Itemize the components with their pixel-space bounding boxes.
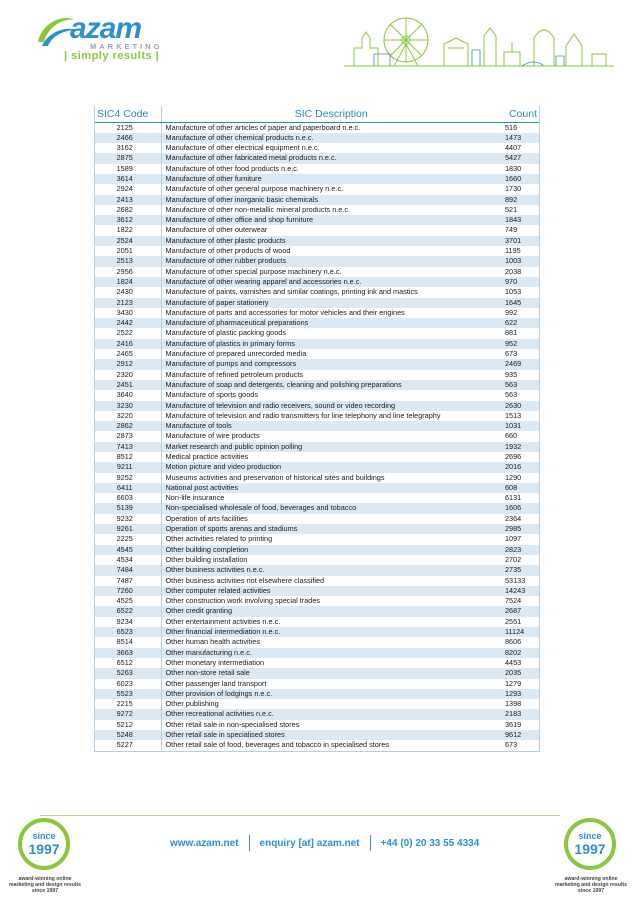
table-row xyxy=(95,298,539,308)
sic-code-cell: 1822 xyxy=(95,225,161,235)
sic-code-cell: 2125 xyxy=(95,122,161,133)
count-cell: 563 xyxy=(501,380,539,390)
count-cell: 2016 xyxy=(501,462,539,472)
sic-code-cell: 3162 xyxy=(95,143,161,153)
count-cell: 9612 xyxy=(501,730,539,740)
count-cell: 2551 xyxy=(505,616,522,626)
sic-code-cell: 9272 xyxy=(95,709,161,719)
count-cell: 1195 xyxy=(505,246,521,256)
sic-description-cell: Manufacture of other fabricated metal products n.e.c. xyxy=(161,153,501,163)
count-cell: 1932 xyxy=(501,442,539,452)
sic-description-cell: Other construction work involving special trades xyxy=(165,596,321,606)
count-cell: 1513 xyxy=(505,410,522,420)
table-row xyxy=(95,246,539,256)
table-row xyxy=(95,668,539,678)
count-cell: 14243 xyxy=(501,586,539,596)
badge-since: since xyxy=(578,831,602,841)
logo-wordmark: azam xyxy=(70,12,142,45)
sic-description-cell: Manufacture of other plastic products xyxy=(161,236,501,246)
table-row xyxy=(95,256,539,266)
table-row xyxy=(95,267,539,277)
table-row xyxy=(95,442,539,452)
table-row xyxy=(95,565,539,575)
count-cell: 749 xyxy=(505,225,518,235)
sic-code-cell: 6512 xyxy=(95,658,161,668)
sic-description-cell: Other credit granting xyxy=(161,606,501,616)
sic-description-cell: Other retail sale in specialised stores xyxy=(161,730,501,740)
sic-code-cell: 8514 xyxy=(95,637,161,647)
sic-code-cell: 2862 xyxy=(95,421,161,431)
sic-description-cell: Manufacture of paper stationery xyxy=(161,298,501,308)
sic-description-cell: Other non-store retail sale xyxy=(161,668,501,678)
sic-description-cell: National post activities xyxy=(161,483,501,493)
count-cell: 2038 xyxy=(505,266,522,276)
table-row xyxy=(95,205,539,215)
sic-code-cell: 4525 xyxy=(95,596,161,606)
sic-description-cell: Manufacture of pumps and compressors xyxy=(161,359,501,369)
count-cell: 2183 xyxy=(501,709,539,719)
count-cell: 1830 xyxy=(505,163,522,173)
count-cell: 563 xyxy=(505,390,518,400)
sic-code-cell: 6411 xyxy=(95,483,161,493)
sic-description-cell: Museums activities and preservation of historical sites and buildings xyxy=(165,472,385,482)
table-row xyxy=(95,503,539,513)
sic-description-cell: Market research and public opinion polling xyxy=(161,442,501,452)
sic-description-cell: Other recreational activities n.e.c. xyxy=(161,709,501,719)
table-row xyxy=(95,431,539,441)
table-row xyxy=(95,339,539,349)
sic-code-cell: 1824 xyxy=(95,277,161,287)
sic-code-cell: 3612 xyxy=(95,215,161,225)
sic-description-cell: Operation of sports arenas and stadiums xyxy=(161,524,501,534)
count-cell: 3701 xyxy=(501,236,539,246)
count-cell: 4453 xyxy=(505,657,522,667)
sic-code-cell: 6523 xyxy=(95,627,161,637)
table-row xyxy=(95,606,539,616)
table-row xyxy=(95,514,539,524)
sic-code-cell: 2123 xyxy=(95,298,161,308)
badge-year: 1997 xyxy=(28,841,60,857)
table-row xyxy=(95,555,539,565)
sic-description-cell: Other activities related to printing xyxy=(165,534,273,544)
badge-caption: award-winning online marketing and design results since 1997 xyxy=(554,876,628,895)
sic-code-cell: 8512 xyxy=(95,452,161,462)
sic-code-cell: 3640 xyxy=(95,390,161,400)
sic-code-cell: 2215 xyxy=(95,699,161,709)
count-cell: 660 xyxy=(505,431,518,441)
table-row xyxy=(95,586,539,596)
table-row xyxy=(95,637,539,647)
count-cell: 608 xyxy=(501,483,539,493)
sic-code-cell: 3430 xyxy=(95,308,161,318)
count-cell: 1606 xyxy=(501,503,539,513)
sic-code-cell: 5212 xyxy=(95,720,161,730)
header-code[interactable]: SIC4 Code xyxy=(95,106,161,122)
azam-logo[interactable] xyxy=(34,12,164,64)
sic-description-cell: Manufacture of other outerwear xyxy=(165,225,268,235)
count-cell: 2702 xyxy=(505,554,522,564)
count-cell: 2696 xyxy=(505,452,522,461)
sic-code-cell: 5139 xyxy=(95,503,161,513)
sic-description-cell: Manufacture of parts and accessories for motor vehicles and their engines xyxy=(165,307,405,317)
count-cell: 1473 xyxy=(501,133,539,143)
sic-description-cell: Manufacture of sports goods xyxy=(165,390,258,400)
count-cell: 1097 xyxy=(505,534,522,544)
sic-description-cell: Other monetary intermediation xyxy=(165,657,265,667)
sic-code-cell: 2413 xyxy=(95,195,161,205)
table-row xyxy=(95,730,539,740)
table-row xyxy=(95,483,539,493)
count-cell: 7524 xyxy=(505,596,522,606)
sic-description-cell: Manufacture of pharmaceutical preparations xyxy=(161,318,501,328)
sic-description-cell: Manufacture of other special purpose machinery n.e.c. xyxy=(165,266,342,276)
sic-description-cell: Manufacture of prepared unrecorded media xyxy=(165,349,307,359)
sic-code-cell: 3614 xyxy=(95,174,161,184)
table-row xyxy=(95,699,539,709)
badge-caption: award-winning online marketing and design results since 1997 xyxy=(8,876,82,895)
sic-code-cell: 2416 xyxy=(95,339,161,349)
sic-description-cell: Manufacture of soap and detergents, cleaning and polishing preparations xyxy=(161,380,501,390)
sic-code-cell: 4545 xyxy=(95,545,161,555)
table-row xyxy=(95,390,539,400)
count-cell: 1730 xyxy=(505,184,522,194)
sic-description-cell: Manufacture of television and radio transmitters for line telephony and line telegraphy xyxy=(165,410,441,420)
sic-description-cell: Manufacture of other electrical equipment n.e.c. xyxy=(165,143,320,153)
table-row xyxy=(95,596,539,606)
count-cell: 516 xyxy=(505,122,518,132)
sic-code-cell: 5263 xyxy=(95,668,161,678)
sic-description-cell: Manufacture of plastics in primary forms xyxy=(161,339,501,349)
count-cell: 2630 xyxy=(501,401,539,411)
sic-code-cell: 2225 xyxy=(95,534,161,544)
sic-description-cell: Other business activities not elsewhere classified xyxy=(165,575,325,585)
sic-code-cell: 3663 xyxy=(95,648,161,658)
sic-code-cell: 6023 xyxy=(95,679,161,689)
sic-description-cell: Medical practice activities xyxy=(165,452,249,461)
count-cell: 2687 xyxy=(501,606,539,616)
sic-description-cell: Manufacture of tools xyxy=(161,421,501,431)
sic-description-cell: Other provision of lodgings n.e.c. xyxy=(161,689,501,699)
count-cell: 2469 xyxy=(501,359,539,369)
table-row xyxy=(95,648,539,658)
header-count[interactable]: Count xyxy=(501,106,539,122)
table-row xyxy=(95,720,539,730)
footer-contact xyxy=(160,835,500,851)
table-row xyxy=(95,493,539,503)
sic-description-cell: Manufacture of other articles of paper and paperboard n.e.c. xyxy=(165,122,361,132)
sic-code-cell: 2051 xyxy=(95,246,161,256)
table-row xyxy=(95,545,539,555)
count-cell: 881 xyxy=(505,328,518,338)
count-cell: 952 xyxy=(501,339,539,349)
sic-description-cell: Other passenger land transport xyxy=(165,678,267,688)
sic-description-cell: Other manufacturing n.e.c. xyxy=(161,648,501,658)
sic-code-cell: 1589 xyxy=(95,164,161,174)
count-cell: 2985 xyxy=(501,524,539,534)
sic-code-cell: 5523 xyxy=(95,689,161,699)
sic-description-cell: Other building completion xyxy=(161,545,501,555)
london-skyline-icon xyxy=(344,8,614,70)
table-row xyxy=(95,215,539,225)
table-row xyxy=(95,380,539,390)
footer-email-link[interactable]: enquiry [at] azam.net xyxy=(259,837,360,849)
count-cell: 1660 xyxy=(501,174,539,184)
table-row xyxy=(95,195,539,205)
badge-circle xyxy=(18,818,70,870)
sic-code-cell: 2451 xyxy=(95,380,161,390)
sic-code-cell: 5248 xyxy=(95,730,161,740)
count-cell: 1293 xyxy=(501,689,539,699)
sic-code-cell: 3220 xyxy=(95,411,161,421)
table-row xyxy=(95,184,539,194)
sic-code-cell: 2320 xyxy=(95,370,161,380)
sic-description-cell: Manufacture of other general purpose machinery n.e.c. xyxy=(165,184,344,194)
table-row xyxy=(95,401,539,411)
sic-code-cell: 7487 xyxy=(95,576,161,586)
count-cell: 1003 xyxy=(501,256,539,266)
count-cell: 6131 xyxy=(505,493,522,503)
sic-description-cell: Manufacture of other chemical products n.e.c. xyxy=(161,133,501,143)
sic-code-cell: 6522 xyxy=(95,606,161,616)
count-cell: 1645 xyxy=(501,298,539,308)
sic-table xyxy=(94,106,540,752)
table-row xyxy=(95,359,539,369)
table-row xyxy=(95,576,539,586)
count-cell: 3619 xyxy=(505,719,522,729)
sic-code-cell: 5227 xyxy=(95,740,161,750)
table-row xyxy=(95,236,539,246)
sic-description-cell: Other retail sale of food, beverages and tobacco in specialised stores xyxy=(165,740,389,750)
table-row xyxy=(95,349,539,359)
table-row xyxy=(95,411,539,421)
count-cell: 970 xyxy=(501,277,539,287)
sic-description-cell: Manufacture of other food products n.e.c. xyxy=(165,163,299,173)
count-cell: 8606 xyxy=(505,637,522,647)
count-cell: 935 xyxy=(505,369,518,379)
count-cell: 1843 xyxy=(501,215,539,225)
sic-code-cell: 2513 xyxy=(95,256,161,266)
count-cell: 2364 xyxy=(505,513,522,523)
sic-code-cell: 3230 xyxy=(95,401,161,411)
sic-code-cell: 2465 xyxy=(95,349,161,359)
table-row xyxy=(95,627,539,637)
table-row xyxy=(95,308,539,318)
count-cell: 1053 xyxy=(505,287,522,297)
count-cell: 8202 xyxy=(501,648,539,658)
count-cell: 2823 xyxy=(501,545,539,555)
sic-description-cell: Manufacture of wire products xyxy=(165,431,260,441)
sic-code-cell: 2956 xyxy=(95,267,161,277)
table-row xyxy=(95,709,539,719)
sic-code-cell: 2430 xyxy=(95,287,161,297)
sic-description-cell: Non-specialised wholesale of food, beverages and tobacco xyxy=(161,503,501,513)
table-row xyxy=(95,534,539,544)
sic-description-cell: Other building installation xyxy=(165,554,248,564)
table-row xyxy=(95,740,539,750)
table-row xyxy=(95,452,539,462)
sic-code-cell: 6603 xyxy=(95,493,161,503)
sic-description-cell: Manufacture of other products of wood xyxy=(165,246,291,256)
sic-description-cell: Manufacture of other rubber products xyxy=(161,256,501,266)
sic-description-cell: Other publishing xyxy=(165,699,219,709)
sic-description-cell: Other human health activities xyxy=(165,637,261,647)
logo-subtitle: MARKETING xyxy=(90,42,163,51)
sic-code-cell: 2682 xyxy=(95,205,161,215)
table-body xyxy=(95,122,539,751)
table-row xyxy=(95,658,539,668)
table-row xyxy=(95,370,539,380)
table-row xyxy=(95,617,539,627)
sic-code-cell: 7260 xyxy=(95,586,161,596)
table-row xyxy=(95,164,539,174)
count-cell: 1279 xyxy=(505,678,522,688)
sic-code-cell: 9252 xyxy=(95,473,161,483)
sic-description-cell: Manufacture of plastic packing goods xyxy=(165,328,286,338)
sic-description-cell: Manufacture of other furniture xyxy=(161,174,501,184)
sic-code-cell: 2912 xyxy=(95,359,161,369)
footer-phone[interactable]: +44 (0) 20 33 55 4334 xyxy=(380,837,480,849)
sic-description-cell: Other financial intermediation n.e.c. xyxy=(161,627,501,637)
table-row xyxy=(95,689,539,699)
count-cell: 4407 xyxy=(505,143,522,153)
table-row xyxy=(95,143,539,153)
sic-description-cell: Manufacture of other wearing apparel and accessories n.e.c. xyxy=(161,277,501,287)
sic-code-cell: 4534 xyxy=(95,555,161,565)
table-row xyxy=(95,524,539,534)
table-row xyxy=(95,133,539,143)
sic-code-cell: 2524 xyxy=(95,236,161,246)
sic-description-cell: Manufacture of paints, varnishes and similar coatings, printing ink and mastics xyxy=(165,287,418,297)
count-cell: 2035 xyxy=(501,668,539,678)
sic-code-cell: 2442 xyxy=(95,318,161,328)
sic-code-cell: 2522 xyxy=(95,328,161,338)
sic-code-cell: 2466 xyxy=(95,133,161,143)
sic-code-cell: 9234 xyxy=(95,617,161,627)
logo-tagline: | simply results | xyxy=(64,50,160,62)
count-cell: 1290 xyxy=(505,472,522,482)
count-cell: 11124 xyxy=(501,627,539,637)
sic-code-cell: 7484 xyxy=(95,565,161,575)
header-description[interactable]: SIC Description xyxy=(161,106,501,122)
sic-code-cell: 9232 xyxy=(95,514,161,524)
table-row xyxy=(95,122,539,133)
table-row xyxy=(95,421,539,431)
count-cell: 1031 xyxy=(501,421,539,431)
count-cell: 622 xyxy=(501,318,539,328)
table-row xyxy=(95,277,539,287)
sic-code-cell: 2875 xyxy=(95,153,161,163)
table-row xyxy=(95,318,539,328)
sic-code-cell: 7413 xyxy=(95,442,161,452)
count-cell: 5427 xyxy=(501,153,539,163)
sic-description-cell: Other retail sale in non-specialised stores xyxy=(165,719,300,729)
count-cell: 673 xyxy=(505,740,518,750)
table-header-row xyxy=(95,106,539,122)
sic-description-cell: Motion picture and video production xyxy=(161,462,501,472)
sic-description-cell: Manufacture of television and radio receivers, sound or video recording xyxy=(161,401,501,411)
sic-code-cell: 9211 xyxy=(95,462,161,472)
count-cell: 992 xyxy=(505,307,518,317)
badge-year: 1997 xyxy=(574,841,606,857)
sic-description-cell: Operation of arts facilities xyxy=(165,513,248,523)
count-cell: 1398 xyxy=(505,699,522,709)
count-cell: 2735 xyxy=(501,565,539,575)
table-row xyxy=(95,462,539,472)
table-row xyxy=(95,225,539,235)
sic-code-cell: 2873 xyxy=(95,431,161,441)
badge-circle xyxy=(564,818,616,870)
table-row xyxy=(95,153,539,163)
sic-description-cell: Manufacture of other office and shop furniture xyxy=(161,215,501,225)
count-cell: 521 xyxy=(505,204,518,214)
footer-divider xyxy=(40,815,560,816)
count-cell: 892 xyxy=(501,195,539,205)
table-row xyxy=(95,679,539,689)
sic-description-cell: Other entertainment activities n.e.c. xyxy=(165,616,281,626)
sic-description-cell: Manufacture of other non-metallic mineral products n.e.c. xyxy=(165,204,351,214)
sic-description-cell: Manufacture of other inorganic basic chemicals xyxy=(161,195,501,205)
table-row xyxy=(95,174,539,184)
footer-website-link[interactable]: www.azam.net xyxy=(170,837,239,849)
sic-code-cell: 9261 xyxy=(95,524,161,534)
table-row xyxy=(95,287,539,297)
sic-code-cell: 2924 xyxy=(95,184,161,194)
table-row xyxy=(95,473,539,483)
sic-description-cell: Non-life insurance xyxy=(165,493,225,503)
sic-description-cell: Manufacture of refined petroleum products xyxy=(165,369,304,379)
table-row xyxy=(95,328,539,338)
sic-description-cell: Other computer related activities xyxy=(161,586,501,596)
badge-since: since xyxy=(32,831,56,841)
count-cell: 673 xyxy=(505,349,518,359)
count-cell: 53133 xyxy=(505,575,526,585)
sic-description-cell: Other business activities n.e.c. xyxy=(161,565,501,575)
